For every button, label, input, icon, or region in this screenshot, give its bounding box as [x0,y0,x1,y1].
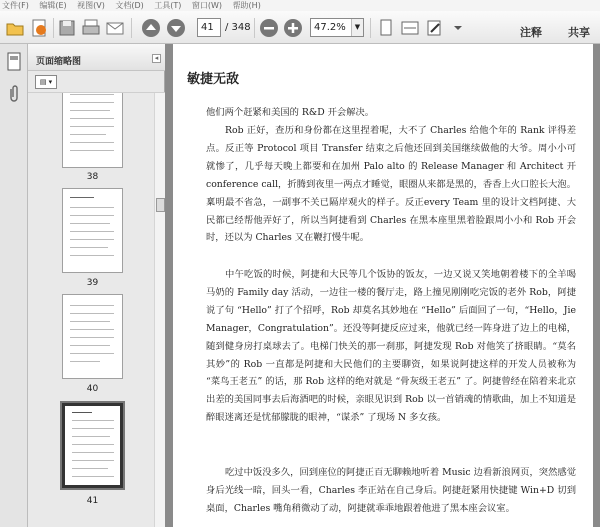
menu-file[interactable]: 文件(F) [2,1,29,10]
document-page [173,44,593,527]
page-thumbnails-panel [28,44,165,527]
menu-help[interactable]: 帮助(H) [232,1,261,10]
page-total-label: / 348 [225,22,251,33]
print-icon[interactable] [80,17,102,39]
save-icon[interactable] [56,17,78,39]
thumbnail-list [28,93,165,527]
thumbnail-label: 39 [86,278,99,288]
options-menu-icon[interactable]: ▤ ▾ [35,75,57,89]
paragraph: 中午吃饭的时候，阿捷和大民等几个饭协的饭友，一边又说又笑地朝着楼下的全羊喝马奶的 Family day 活动，一边往一楼的餐厅走，路上撞见刚刚吃完饭的老外 Rob，阿捷说了句 “Hello” 打了个招呼，Rob 却莫名其妙地在 “Hello” 后面回了一句，“Hello，Jie Manager，Congratulation”。还没等阿捷反应过来，他就已经一阵身进了边上的电梯，随到健身房打桌球去了。电梯门快关的那一刹那，阿捷发现 Rob 对他笑了挤眼睛。“莫名其妙”的 Rob 一直都是阿捷和大民他们的主要聊资，如果说阿捷这样的开发人员被称为 “菜鸟王老五” 的话，那 Rob 这样的绝对就是 “骨灰级王老五” 了。阿捷曾经在陪着来北京出差的美国同事去后海酒吧的时候，亲眼见识到 Rob 以一首销魂的情歌曲，加上不知道是醉眼迷离还是忧郁朦胧的眼神，“谋杀” 了现场 N 多女孩。 [206,269,576,424]
zoom-value: 47.2% [314,22,346,33]
close-icon[interactable]: ◂ [152,54,161,63]
thumbnail-page-39[interactable] [62,188,123,273]
section-title: 敏捷无敌 [187,72,240,87]
thumbnail-page-40[interactable] [62,294,123,379]
attachments-icon[interactable] [6,84,22,107]
paragraph: 他们两个赶紧和美国的 R&D 开会解决。 [206,107,375,118]
menu-edit[interactable]: 编辑(E) [39,1,67,10]
thumbnail-label: 38 [86,172,99,182]
menu-tools[interactable]: 工具(T) [154,1,182,10]
navigation-rail [0,44,28,527]
paragraph: Rob 正好，查历和身份都在这里捏着呢，大不了 Charles 给他个年的 Rank 评得差点。反正等 Protocol 项目 Transfer 结束之后他还回到美国继续做他的大爷。周小小可就惨了，几乎每天晚上都要和在加州 Palo alto 的 Release Manager 和 Architect 开 conference call，折腾到夜里一两点才睡觉，眼圈从来都是黑的，香香上火口腔长大泡。稟明最不省急，一副事不关已隔岸观火的样子。反正every Team 里的设计文档阿捷、大民都已经帮他弄好了，所以当阿捷看到 Charles 在黑本座里黑着脸跟周小小和 Rob 开会时，还以为 Charles 又在鞭打慢牛呢。 [206,125,576,244]
thumbnail-label: 41 [86,496,99,506]
next-page-icon[interactable] [165,17,187,39]
page-number-input[interactable]: 41 [197,18,221,37]
menu-window[interactable]: 窗口(W) [191,1,223,10]
panel-options-bar [28,71,165,93]
fit-page-icon[interactable] [375,17,397,39]
thumbnail-page-41-selected[interactable] [62,403,123,488]
menu-bar [0,0,600,11]
create-pdf-icon[interactable] [28,17,50,39]
panel-header [28,44,165,71]
page-thumbnails-icon[interactable] [6,52,22,75]
zoom-select[interactable] [310,18,364,37]
document-viewport[interactable] [165,44,600,527]
zoom-out-icon[interactable] [258,17,280,39]
thumbnail-page-38[interactable] [62,93,123,168]
share-button[interactable]: 共享 [568,26,590,39]
zoom-in-icon[interactable] [282,17,304,39]
comment-button[interactable]: 注释 [520,26,542,39]
thumbnail-scrollbar[interactable] [154,93,165,527]
email-icon[interactable] [104,17,126,39]
menu-view[interactable]: 视图(V) [77,1,105,10]
menu-document[interactable]: 文档(D) [115,1,144,10]
chevron-down-icon[interactable]: ▼ [351,19,363,36]
paragraph: 吃过中饭没多久，回到座位的阿捷正百无聊赖地听着 Music 边看新浪网页，突然感觉身后光线一暗，回头一看，Charles 李正站在自己身后。阿捷赶紧用快捷键 Win+D 切到桌面，Charles 嘴角稍微动了动，阿捷就乖乖地跟着他进了黑本座会议室。 [206,467,576,514]
open-icon[interactable] [4,17,26,39]
toolbar [0,11,600,44]
thumbnail-label: 40 [86,384,99,394]
edit-tools-icon[interactable] [423,17,445,39]
panel-title: 页面缩略图 [36,57,82,67]
scrollbar-thumb[interactable] [156,198,165,212]
toolbar-menu-icon[interactable] [447,17,469,39]
fit-width-icon[interactable] [399,17,421,39]
previous-page-icon[interactable] [140,17,162,39]
